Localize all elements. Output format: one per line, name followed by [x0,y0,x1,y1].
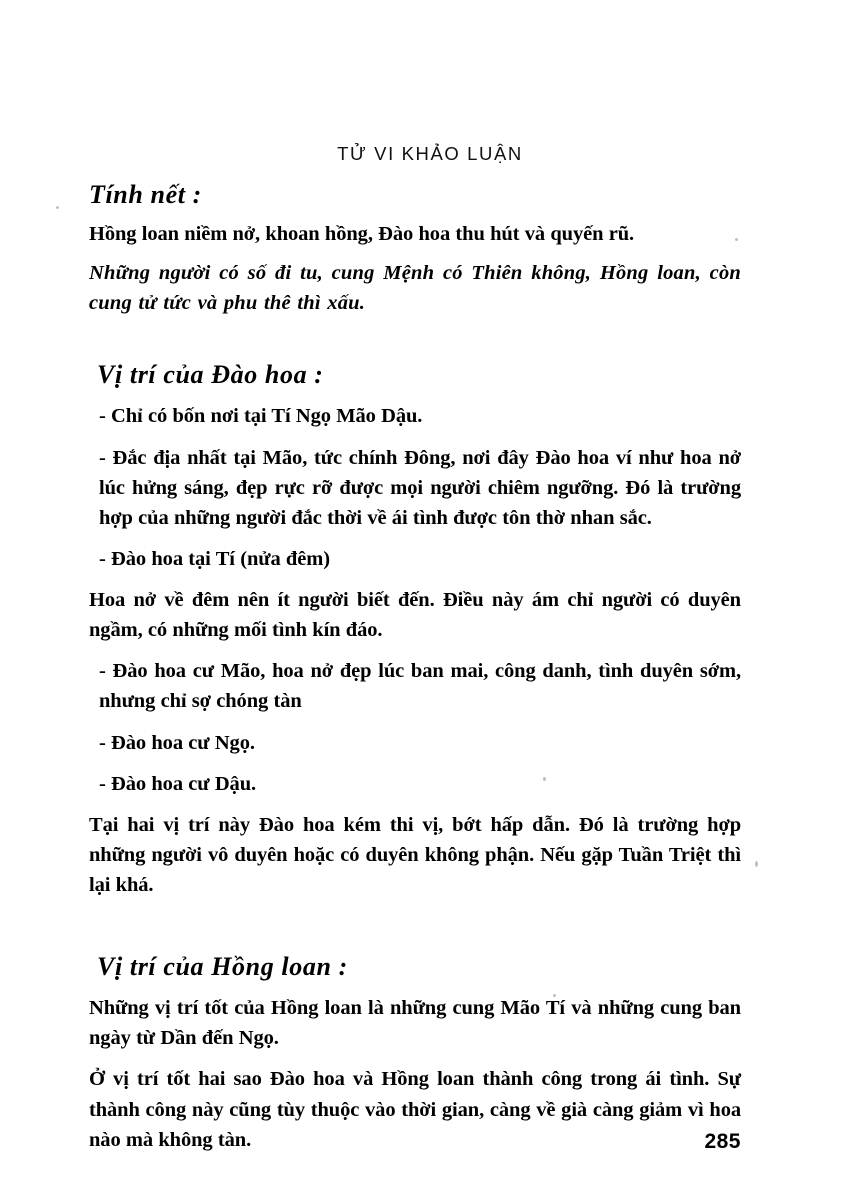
scan-speck [56,206,59,209]
paragraph: Ở vị trí tốt hai sao Đào hoa và Hồng loan thành công trong ái tình. Sự thành công này cũng tùy thuộc vào thời gian, càng về già càng giảm vì hoa nào mà không tàn. [89,1068,741,1151]
scan-speck [755,861,758,867]
paragraph: Những vị trí tốt của Hồng loan là những cung Mão Tí và những cung ban ngày từ Dần đến Ngọ. [89,997,741,1050]
list-item: - Đào hoa cư Dậu. [99,772,257,795]
list-item: - Đắc địa nhất tại Mão, tức chính Đông, nơi đây Đào hoa ví như hoa nở lúc hửng sáng, đẹp rực rỡ được mọi người chiêm ngưỡng. Đó là trường hợp của những người đắc thời về ái tình được tôn thờ nhan sắc. [99,446,741,529]
section-heading-vi-tri-dao-hoa: Vị trí của Đào hoa : [97,360,324,390]
page-number: 285 [704,1130,741,1153]
list-item: - Đào hoa tại Tí (nửa đêm) [99,547,330,570]
paragraph: Tại hai vị trí này Đào hoa kém thi vị, bớt hấp dẫn. Đó là trường hợp những người vô duyên hoặc có duyên không phận. Nếu gặp Tuần Triệt thì lại khá. [89,813,741,896]
paragraph: Hoa nở về đêm nên ít người biết đến. Điều này ám chỉ người có duyên ngầm, có những mối tình kín đáo. [89,589,741,642]
list-item: - Đào hoa cư Mão, hoa nở đẹp lúc ban mai, công danh, tình duyên sớm, nhưng chỉ sợ chóng tàn [99,660,741,713]
running-header: TỬ VI KHẢO LUẬN [337,143,523,164]
paragraph: Hồng loan niềm nở, khoan hồng, Đào hoa thu hút và quyến rũ. [89,223,635,245]
page-body [89,178,741,1164]
section-heading-vi-tri-hong-loan: Vị trí của Hồng loan : [97,952,348,982]
section-heading-tinh-net: Tính nết : [89,180,202,209]
list-item: - Chỉ có bốn nơi tại Tí Ngọ Mão Dậu. [99,405,423,428]
paragraph-italic: Những người có số đi tu, cung Mệnh có Thiên không, Hồng loan, còn cung tử tức và phu thê thì xấu. [89,262,741,315]
list-item: - Đào hoa cư Ngọ. [99,731,255,754]
